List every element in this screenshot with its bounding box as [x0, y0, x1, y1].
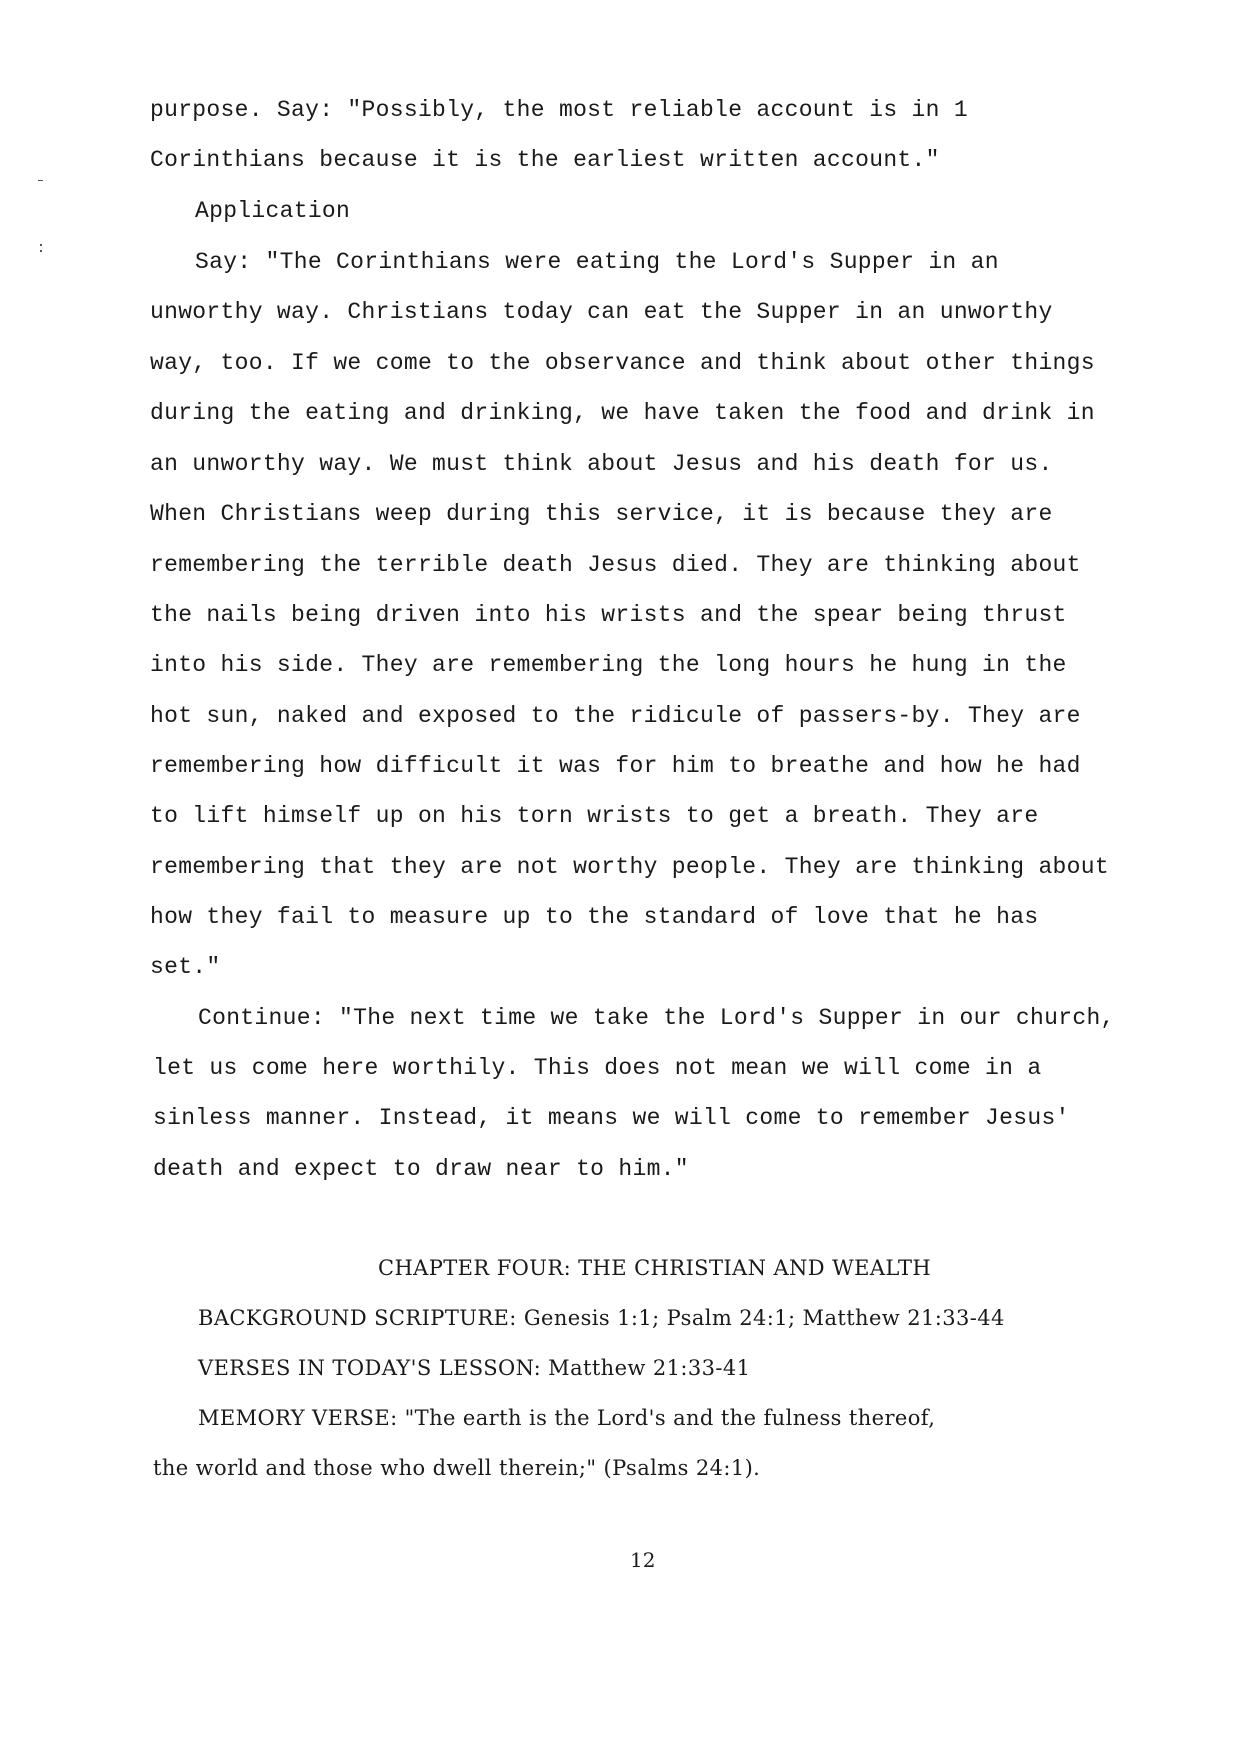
body-line: remembering that they are not worthy people. They are thinking about	[150, 854, 1109, 880]
section-heading-application: Application	[195, 198, 351, 224]
body-line: way, too. If we come to the observance and think about other things	[150, 350, 1095, 376]
body-line: remembering how difficult it was for him to breathe and how he had	[150, 753, 1081, 779]
memory-verse-line: MEMORY VERSE: "The earth is the Lord's and the fulness thereof,	[198, 1406, 936, 1430]
verses-in-todays-lesson: VERSES IN TODAY'S LESSON: Matthew 21:33-41	[198, 1356, 751, 1380]
body-line: Corinthians because it is the earliest written account."	[150, 147, 940, 173]
memory-verse-line: the world and those who dwell therein;" (Psalms 24:1).	[153, 1456, 761, 1480]
chapter-title: CHAPTER FOUR: THE CHRISTIAN AND WEALTH	[378, 1256, 932, 1280]
background-scripture: BACKGROUND SCRIPTURE: Genesis 1:1; Psalm 24:1; Matthew 21:33-44	[198, 1306, 1005, 1330]
margin-mark	[40, 244, 42, 246]
body-line: let us come here worthily. This does not mean we will come in a	[153, 1055, 1042, 1081]
body-line: Continue: "The next time we take the Lord's Supper in our church,	[198, 1005, 1115, 1031]
body-line: during the eating and drinking, we have taken the food and drink in	[150, 400, 1095, 426]
body-line: how they fail to measure up to the standard of love that he has	[150, 904, 1039, 930]
body-line: an unworthy way. We must think about Jesus and his death for us.	[150, 451, 1053, 477]
body-line: unworthy way. Christians today can eat the Supper in an unworthy	[150, 299, 1053, 325]
body-line: remembering the terrible death Jesus died. They are thinking about	[150, 552, 1081, 578]
body-line: into his side. They are remembering the long hours he hung in the	[150, 652, 1067, 678]
margin-mark	[40, 250, 42, 252]
body-line: Say: "The Corinthians were eating the Lord's Supper in an	[195, 249, 999, 275]
margin-mark	[38, 180, 43, 181]
body-line: hot sun, naked and exposed to the ridicule of passers-by. They are	[150, 703, 1081, 729]
body-line: set."	[150, 954, 221, 980]
body-line: When Christians weep during this service, it is because they are	[150, 501, 1053, 527]
body-line: death and expect to draw near to him."	[153, 1156, 689, 1182]
body-line: sinless manner. Instead, it means we will come to remember Jesus'	[153, 1105, 1070, 1131]
body-line: purpose. Say: "Possibly, the most reliable account is in 1	[150, 97, 968, 123]
page-number: 12	[630, 1548, 656, 1572]
body-line: to lift himself up on his torn wrists to get a breath. They are	[150, 803, 1039, 829]
body-line: the nails being driven into his wrists and the spear being thrust	[150, 602, 1067, 628]
